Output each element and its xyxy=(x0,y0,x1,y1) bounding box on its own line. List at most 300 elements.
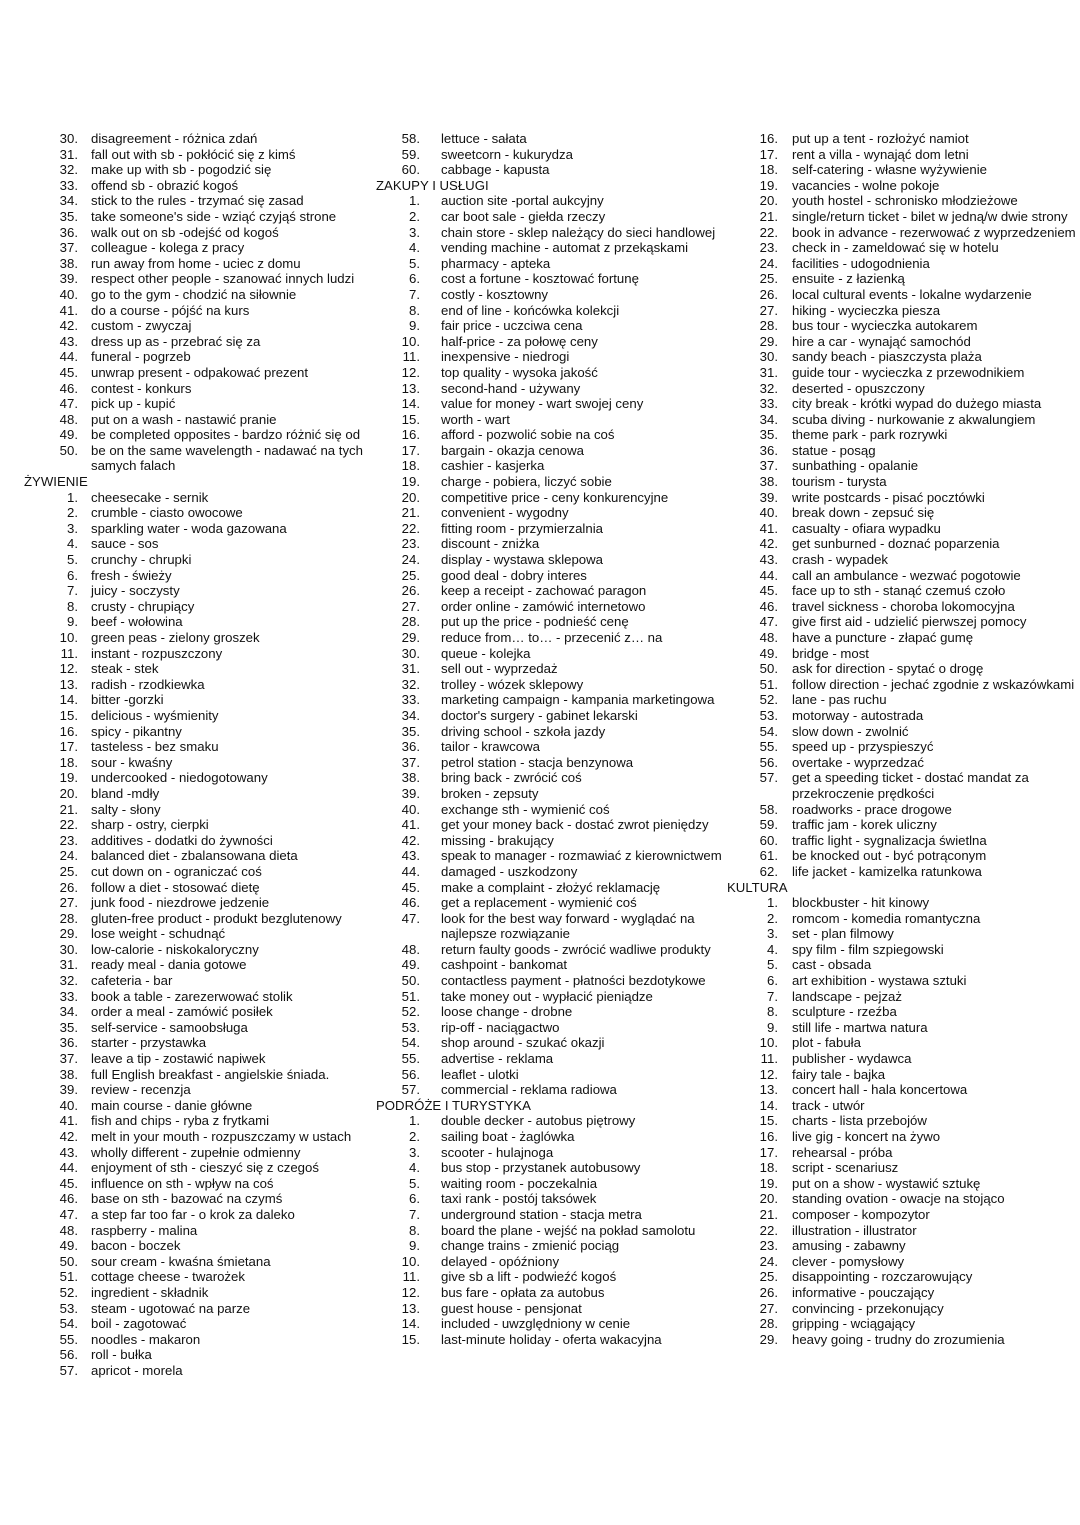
item-number: 56. xyxy=(59,1347,78,1363)
item-number: 7. xyxy=(409,1206,420,1222)
item-number: 37. xyxy=(401,754,420,770)
item-number: 55. xyxy=(759,739,778,755)
item-text: influence on sth - wpływ na coś xyxy=(91,1175,274,1191)
vocab-list xyxy=(727,131,1080,880)
item-text: custom - zwyczaj xyxy=(91,318,192,334)
item-text: ready meal - dania gotowe xyxy=(91,957,247,973)
item-text: theme park - park rozrywki xyxy=(792,427,948,443)
vocab-item xyxy=(24,895,384,911)
vocab-item xyxy=(24,739,384,755)
vocab-item xyxy=(24,599,384,615)
item-number: 13. xyxy=(759,1082,778,1098)
item-text: trolley - wózek sklepowy xyxy=(441,676,584,692)
section-title: KULTURA xyxy=(727,879,788,895)
item-number: 1. xyxy=(67,489,78,505)
item-number: 26. xyxy=(59,879,78,895)
item-number: 4. xyxy=(409,240,420,256)
item-text: review - recenzja xyxy=(91,1082,191,1098)
item-text: leave a tip - zostawić napiwek xyxy=(91,1051,266,1067)
vocab-item xyxy=(376,521,728,537)
vocab-item xyxy=(24,926,384,942)
item-number: 6. xyxy=(409,1191,420,1207)
vocab-item xyxy=(727,802,1080,818)
item-number: 49. xyxy=(401,957,420,973)
vocab-item xyxy=(376,381,728,397)
vocab-item xyxy=(24,193,384,209)
item-text: dress up as - przebrać się za xyxy=(91,333,261,349)
item-number: 42. xyxy=(59,318,78,334)
vocab-item xyxy=(727,1082,1080,1098)
item-number: 35. xyxy=(59,208,78,224)
vocab-item xyxy=(727,1067,1080,1083)
item-text: value for money - wart swojej ceny xyxy=(441,396,644,412)
item-text: get a replacement - wymienić coś xyxy=(441,895,637,911)
column-2 xyxy=(376,131,728,1347)
item-number: 60. xyxy=(401,162,420,178)
vocab-item xyxy=(376,755,728,771)
item-number: 62. xyxy=(759,863,778,879)
item-text: taxi rank - postój taksówek xyxy=(441,1191,597,1207)
item-number: 47. xyxy=(59,396,78,412)
item-text: radish - rzodkiewka xyxy=(91,676,205,692)
item-number: 49. xyxy=(59,1238,78,1254)
item-text: rent a villa - wynająć dom letni xyxy=(792,146,969,162)
item-text: traffic jam - korek uliczny xyxy=(792,817,937,833)
item-number: 10. xyxy=(59,630,78,645)
item-text: doctor's surgery - gabinet lekarski xyxy=(441,707,638,723)
item-text: put on a wash - nastawić pranie xyxy=(91,411,277,427)
item-number: 52. xyxy=(401,1004,420,1020)
item-number: 38. xyxy=(759,474,778,490)
item-number: 43. xyxy=(59,1144,78,1160)
item-number: 9. xyxy=(409,1238,420,1254)
vocab-item xyxy=(727,989,1080,1005)
item-text: facilities - udogodnienia xyxy=(792,255,930,271)
vocab-item xyxy=(727,209,1080,225)
item-number: 22. xyxy=(759,224,778,240)
vocab-item xyxy=(376,1145,728,1161)
vocab-item xyxy=(376,614,728,630)
vocab-item xyxy=(376,661,728,677)
vocab-item xyxy=(24,490,384,506)
item-text: waiting room - poczekalnia xyxy=(441,1175,598,1191)
vocab-item xyxy=(727,646,1080,662)
item-text: put up the price - podnieść cenę xyxy=(441,614,629,630)
vocab-item xyxy=(376,1051,728,1067)
vocab-item xyxy=(376,209,728,225)
item-text: give sb a lift - podwieźć kogoś xyxy=(441,1269,617,1285)
item-text: funeral - pogrzeb xyxy=(91,349,191,365)
item-text: publisher - wydawca xyxy=(792,1051,912,1067)
item-text: steam - ugotować na parze xyxy=(91,1300,251,1316)
vocab-item xyxy=(376,536,728,552)
vocab-item xyxy=(727,1145,1080,1161)
item-number: 44. xyxy=(401,863,420,879)
vocab-item xyxy=(376,1238,728,1254)
vocab-item xyxy=(727,1004,1080,1020)
item-number: 21. xyxy=(59,801,78,817)
item-number: 28. xyxy=(759,318,778,334)
vocab-item xyxy=(727,1176,1080,1192)
vocab-item xyxy=(24,817,384,833)
item-text: instant - rozpuszczony xyxy=(91,645,223,661)
item-text: lose weight - schudnąć xyxy=(91,926,226,942)
vocab-item xyxy=(24,661,384,677)
vocab-item xyxy=(24,334,384,350)
item-number: 28. xyxy=(59,910,78,926)
item-number: 39. xyxy=(401,785,420,801)
item-number: 16. xyxy=(759,131,778,146)
item-number: 33. xyxy=(759,396,778,412)
item-text: overtake - wyprzedzać xyxy=(792,754,924,770)
vocab-item xyxy=(727,349,1080,365)
item-number: 10. xyxy=(401,1253,420,1269)
vocab-item xyxy=(24,1004,384,1020)
vocab-item xyxy=(376,271,728,287)
item-text: statue - posąg xyxy=(792,442,876,458)
item-text: single/return ticket - bilet w jedną/w dwie strony xyxy=(792,208,1068,224)
item-text: deserted - opuszczony xyxy=(792,380,925,396)
vocab-item xyxy=(24,209,384,225)
item-number: 45. xyxy=(59,364,78,380)
item-text: youth hostel - schronisko młodzieżowe xyxy=(792,193,1018,209)
vocab-item xyxy=(727,505,1080,521)
item-number: 20. xyxy=(59,785,78,801)
item-number: 24. xyxy=(401,552,420,568)
vocab-item xyxy=(376,458,728,474)
item-text: unwrap present - odpakować prezent xyxy=(91,364,308,380)
item-number: 50. xyxy=(59,442,78,458)
item-text: petrol station - stacja benzynowa xyxy=(441,754,634,770)
item-text: main course - danie główne xyxy=(91,1097,253,1113)
item-number: 44. xyxy=(59,1160,78,1176)
item-text: raspberry - malina xyxy=(91,1222,198,1238)
item-text: sharp - ostry, cierpki xyxy=(91,817,209,833)
vocab-item xyxy=(24,287,384,303)
item-text: order online - zamówić internetowo xyxy=(441,598,646,614)
item-text: city break - krótki wypad do dużego miasta xyxy=(792,396,1042,412)
item-number: 32. xyxy=(401,676,420,692)
item-text: spicy - pikantny xyxy=(91,723,182,739)
vocab-item xyxy=(727,692,1080,708)
item-number: 34. xyxy=(759,411,778,427)
vocab-item xyxy=(24,349,384,365)
vocab-item xyxy=(727,895,1080,911)
vocab-item xyxy=(24,303,384,319)
item-text: board the plane - wejść na pokład samolotu xyxy=(441,1222,696,1238)
item-number: 34. xyxy=(59,193,78,209)
item-text: call an ambulance - wezwać pogotowie xyxy=(792,567,1021,583)
item-text: gluten-free product - produkt bezglutenowy xyxy=(91,910,342,926)
vocab-section xyxy=(727,131,1080,880)
item-text: track - utwór xyxy=(792,1097,865,1113)
item-text: bland -mdły xyxy=(91,785,160,801)
item-text: sour - kwaśny xyxy=(91,754,173,770)
vocab-item xyxy=(376,895,728,911)
vocab-item xyxy=(376,1082,728,1098)
item-number: 50. xyxy=(759,661,778,677)
item-number: 56. xyxy=(759,754,778,770)
item-text: delayed - opóźniony xyxy=(441,1253,560,1269)
item-number: 27. xyxy=(759,302,778,318)
item-text: ensuite - z łazienką xyxy=(792,271,905,287)
item-text: go to the gym - chodzić na siłownie xyxy=(91,286,297,302)
item-number: 27. xyxy=(59,895,78,911)
vocab-item xyxy=(376,1254,728,1270)
item-text: check in - zameldować się w hotelu xyxy=(792,240,999,256)
vocab-item xyxy=(24,1207,384,1223)
item-text: cafeteria - bar xyxy=(91,973,173,989)
item-text: cashpoint - bankomat xyxy=(441,957,568,973)
item-number: 30. xyxy=(59,131,78,146)
vocab-item xyxy=(376,1113,728,1129)
vocab-item xyxy=(24,957,384,973)
item-number: 46. xyxy=(759,598,778,614)
item-text: fair price - uczciwa cena xyxy=(441,318,583,334)
item-text: second-hand - używany xyxy=(441,380,581,396)
vocab-item xyxy=(24,1176,384,1192)
vocab-item xyxy=(727,568,1080,584)
item-text: speak to manager - rozmawiać z kierownictwem xyxy=(441,848,722,864)
vocab-item xyxy=(376,365,728,381)
item-text: be completed opposites - bardzo różnić się od xyxy=(91,427,361,443)
item-number: 31. xyxy=(401,661,420,677)
item-text: ingredient - składnik xyxy=(91,1284,209,1300)
vocab-item xyxy=(24,911,384,927)
vocab-item xyxy=(727,1098,1080,1114)
vocab-item xyxy=(376,1160,728,1176)
item-text: disappointing - rozczarowujący xyxy=(792,1269,973,1285)
vocab-item xyxy=(24,240,384,256)
item-number: 25. xyxy=(759,271,778,287)
item-text: pharmacy - apteka xyxy=(441,255,551,271)
vocab-item xyxy=(376,724,728,740)
item-text: enjoyment of sth - cieszyć się z czegoś xyxy=(91,1160,319,1176)
vocab-item xyxy=(24,1098,384,1114)
vocab-item xyxy=(727,583,1080,599)
vocab-item xyxy=(727,381,1080,397)
item-text: take money out - wypłacić pieniądze xyxy=(441,988,653,1004)
item-text: bacon - boczek xyxy=(91,1238,181,1254)
item-number: 4. xyxy=(67,536,78,552)
vocab-item xyxy=(727,739,1080,755)
vocab-item xyxy=(24,162,384,178)
item-text: set - plan filmowy xyxy=(792,926,894,942)
item-number: 35. xyxy=(401,723,420,739)
vocab-item xyxy=(24,646,384,662)
item-text: convenient - wygodny xyxy=(441,505,569,521)
vocab-item xyxy=(727,1254,1080,1270)
item-text: make a complaint - złożyć reklamację xyxy=(441,879,661,895)
vocab-item xyxy=(24,1145,384,1161)
item-text: sunbathing - opalanie xyxy=(792,458,919,474)
vocab-item xyxy=(727,1035,1080,1051)
item-number: 11. xyxy=(402,1269,420,1285)
item-text: full English breakfast - angielskie śniada. xyxy=(91,1066,330,1082)
item-text: heavy going - trudny do zrozumienia xyxy=(792,1331,1005,1347)
item-text: tailor - krawcowa xyxy=(441,739,540,755)
item-number: 25. xyxy=(401,567,420,583)
vocab-list xyxy=(727,895,1080,1347)
vocab-item xyxy=(727,957,1080,973)
item-text: fairy tale - bajka xyxy=(792,1066,886,1082)
vocab-item xyxy=(24,677,384,693)
item-text: hire a car - wynająć samochód xyxy=(792,333,971,349)
item-number: 14. xyxy=(759,1097,778,1113)
item-number: 17. xyxy=(401,442,420,458)
vocab-item xyxy=(376,911,728,942)
item-text: contest - konkurs xyxy=(91,380,192,396)
item-text: write postcards - pisać pocztówki xyxy=(792,489,985,505)
vocab-item xyxy=(727,1332,1080,1348)
vocab-item xyxy=(727,911,1080,927)
item-number: 15. xyxy=(401,411,420,427)
item-number: 43. xyxy=(59,333,78,349)
vocab-item xyxy=(24,1035,384,1051)
vocab-item xyxy=(727,661,1080,677)
item-text: offend sb - obrazić kogoś xyxy=(91,177,239,193)
item-text: vacancies - wolne pokoje xyxy=(792,177,940,193)
item-text: fish and chips - ryba z frytkami xyxy=(91,1113,270,1129)
item-text: steak - stek xyxy=(91,661,159,677)
item-number: 8. xyxy=(409,302,420,318)
item-number: 3. xyxy=(409,224,420,240)
item-number: 57. xyxy=(59,1362,78,1378)
vocab-item xyxy=(376,490,728,506)
vocab-item xyxy=(376,1004,728,1020)
item-text: driving school - szkoła jazdy xyxy=(441,723,606,739)
vocab-item xyxy=(376,708,728,724)
vocab-item xyxy=(727,1020,1080,1036)
vocab-item xyxy=(376,848,728,864)
item-number: 4. xyxy=(409,1160,420,1176)
item-number: 24. xyxy=(59,848,78,864)
item-number: 48. xyxy=(401,941,420,957)
item-number: 21. xyxy=(759,208,778,224)
item-number: 35. xyxy=(59,1019,78,1035)
item-text: have a puncture - złapać gumę xyxy=(792,630,974,645)
vocab-item xyxy=(24,833,384,849)
item-text: scuba diving - nurkowanie z akwalungiem xyxy=(792,411,1036,427)
vocab-item xyxy=(376,802,728,818)
vocab-item xyxy=(376,770,728,786)
item-text: end of line - końcówka kolekcji xyxy=(441,302,620,318)
item-text: broken - zepsuty xyxy=(441,785,539,801)
item-text: sculpture - rzeźba xyxy=(792,1004,897,1020)
item-number: 33. xyxy=(59,177,78,193)
item-number: 36. xyxy=(759,442,778,458)
item-number: 8. xyxy=(767,1004,778,1020)
item-number: 38. xyxy=(59,255,78,271)
vocab-item xyxy=(727,1129,1080,1145)
vocab-item xyxy=(24,1238,384,1254)
vocab-item xyxy=(727,848,1080,864)
item-number: 20. xyxy=(401,489,420,505)
item-text: crunchy - chrupki xyxy=(91,552,192,568)
vocab-item xyxy=(24,942,384,958)
vocab-item xyxy=(376,880,728,896)
item-number: 49. xyxy=(59,427,78,443)
item-number: 45. xyxy=(401,879,420,895)
vocab-item xyxy=(24,864,384,880)
item-text: clever - pomysłowy xyxy=(792,1253,905,1269)
vocab-item xyxy=(24,1285,384,1301)
item-text: romcom - komedia romantyczna xyxy=(792,910,981,926)
item-text: hiking - wycieczka piesza xyxy=(792,302,941,318)
item-text: charge - pobiera, liczyć sobie xyxy=(441,474,612,490)
item-text: still life - martwa natura xyxy=(792,1019,928,1035)
vocab-item xyxy=(376,692,728,708)
item-text: commercial - reklama radiowa xyxy=(441,1082,617,1098)
item-text: plot - fabuła xyxy=(792,1035,861,1051)
item-number: 9. xyxy=(409,318,420,334)
item-text: follow a diet - stosować dietę xyxy=(91,879,260,895)
item-number: 36. xyxy=(401,739,420,755)
item-text: tourism - turysta xyxy=(792,474,887,490)
item-number: 59. xyxy=(759,817,778,833)
vocab-item xyxy=(24,1301,384,1317)
vocab-item xyxy=(376,1176,728,1192)
vocab-item xyxy=(727,490,1080,506)
vocab-item xyxy=(727,552,1080,568)
item-number: 15. xyxy=(59,707,78,723)
item-text: self-service - samoobsługa xyxy=(91,1019,248,1035)
vocab-item xyxy=(376,817,728,833)
item-text: tasteless - bez smaku xyxy=(91,739,219,755)
item-number: 30. xyxy=(401,645,420,661)
item-text: standing ovation - owacje na stojąco xyxy=(792,1191,1005,1207)
item-number: 37. xyxy=(759,458,778,474)
vocab-item xyxy=(376,1035,728,1051)
item-text: informative - pouczający xyxy=(792,1284,935,1300)
item-text: life jacket - kamizelka ratunkowa xyxy=(792,863,982,879)
item-number: 50. xyxy=(59,1253,78,1269)
item-number: 51. xyxy=(759,676,778,692)
item-number: 29. xyxy=(759,1331,778,1347)
vocab-item xyxy=(727,677,1080,693)
vocab-item xyxy=(24,973,384,989)
item-text: fresh - świeży xyxy=(91,567,172,583)
item-number: 7. xyxy=(67,583,78,599)
item-text: bus fare - opłata za autobus xyxy=(441,1284,605,1300)
item-text: motorway - autostrada xyxy=(792,707,924,723)
vocab-item xyxy=(727,412,1080,428)
item-text: bring back - zwrócić coś xyxy=(441,770,582,786)
item-number: 21. xyxy=(759,1206,778,1222)
vocab-item xyxy=(24,614,384,630)
vocab-section xyxy=(24,474,384,1378)
item-number: 35. xyxy=(759,427,778,443)
item-text: be on the same wavelength - nadawać na tych samych falach xyxy=(91,442,363,474)
vocab-item xyxy=(24,1254,384,1270)
item-number: 5. xyxy=(67,552,78,568)
item-text: green peas - zielony groszek xyxy=(91,630,260,645)
item-number: 61. xyxy=(759,848,778,864)
item-number: 44. xyxy=(759,567,778,583)
vocab-section xyxy=(376,131,728,178)
item-number: 51. xyxy=(59,1269,78,1285)
item-text: travel sickness - choroba lokomocyjna xyxy=(792,598,1015,614)
item-number: 30. xyxy=(759,349,778,365)
item-text: sparkling water - woda gazowana xyxy=(91,520,287,536)
item-number: 41. xyxy=(59,1113,78,1129)
item-text: live gig - koncert na żywo xyxy=(792,1129,941,1144)
item-number: 5. xyxy=(409,1175,420,1191)
item-text: bargain - okazja cenowa xyxy=(441,442,584,458)
vocab-item xyxy=(376,568,728,584)
item-text: sauce - sos xyxy=(91,536,159,552)
item-number: 7. xyxy=(767,988,778,1004)
